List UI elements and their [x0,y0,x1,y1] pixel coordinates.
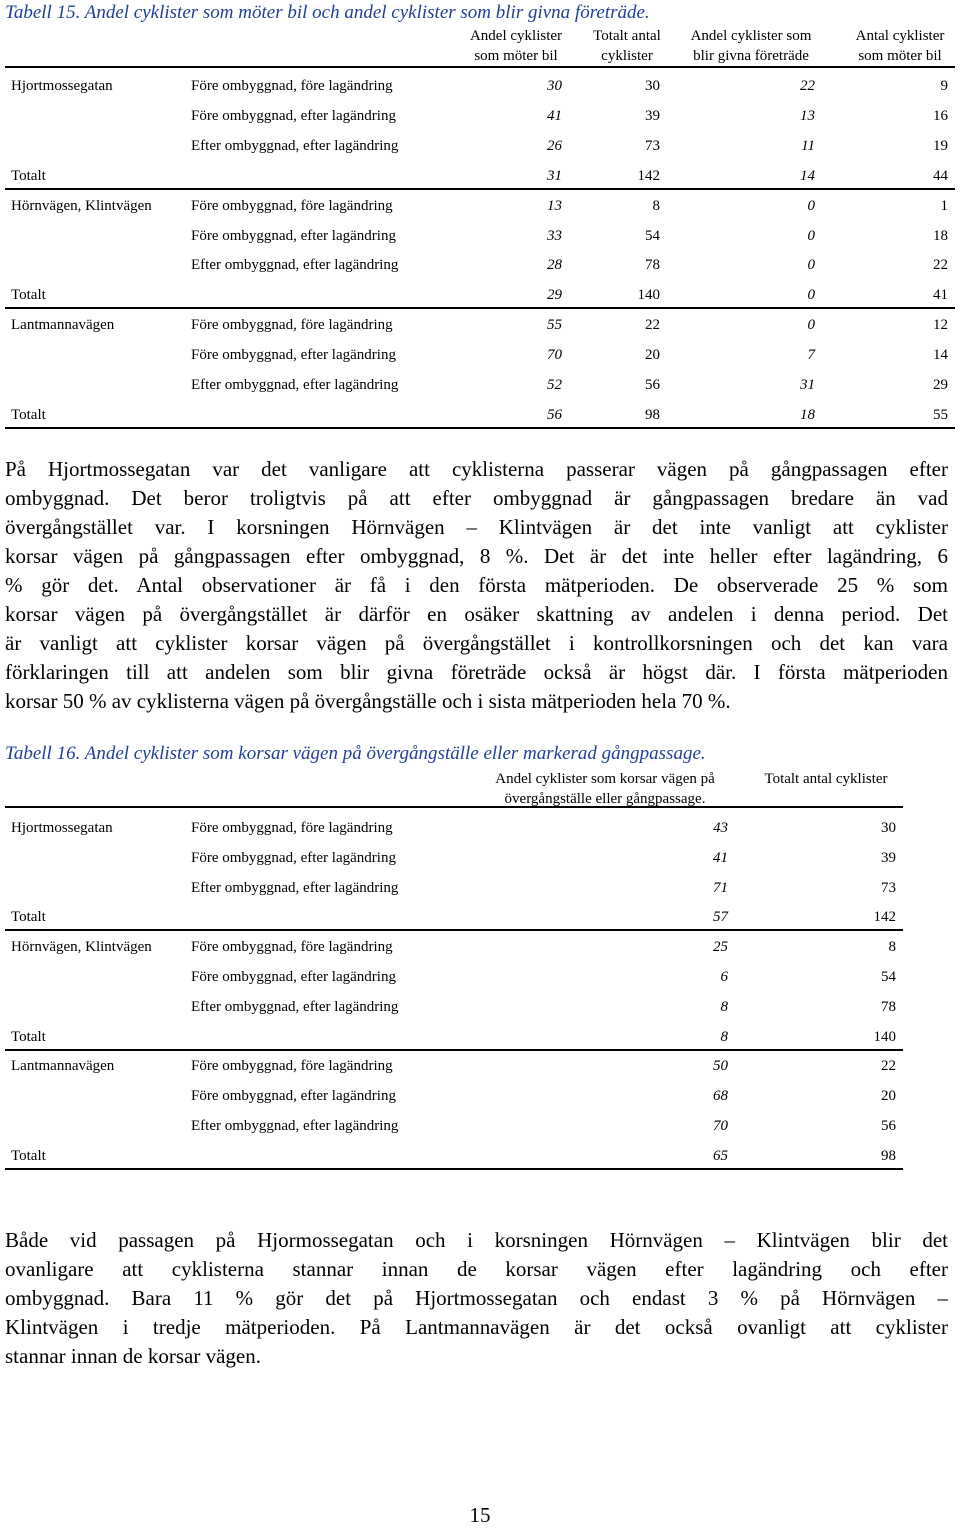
paragraph-line: ombyggnad. Bara 11 % gör det på Hjortmossegatan och endast 3 % på Hörnvägen – [5,1286,948,1310]
paragraph-line: övergångstället var. I korsningen Hörnvägen – Klintvägen är det inte vanligt att cyklister [5,515,948,539]
table16-total-rule [5,1168,903,1170]
table-cell-share-given-priority: 11 [801,138,815,154]
table-cell-count-meeting-car: 1 [940,198,948,214]
table-cell-share-meeting-car: 30 [547,78,562,94]
table-cell-total-cyclists: 78 [645,257,660,273]
table-cell-share-crossing: 57 [713,909,728,925]
table-cell-total-cyclists: 20 [645,347,660,363]
table-cell-share-given-priority: 31 [800,377,815,393]
table-row-location: Lantmannavägen [11,317,115,333]
table-row-location: Totalt [11,407,46,423]
table15-total-rule [5,307,955,309]
table-cell-share-given-priority: 0 [807,257,815,273]
table-cell-share-meeting-car: 13 [547,198,562,214]
table16-header-rule [5,806,903,808]
table15-total-rule [5,427,955,429]
table-cell-total-cyclists: 54 [645,228,660,244]
table-cell-share-crossing: 71 [713,880,728,896]
table-row-period: Efter ombyggnad, efter lagändring [191,880,399,896]
table15-header-total-cyclists: Totalt antal cyklister [593,28,661,64]
table-cell-share-given-priority: 0 [807,287,815,303]
paragraph-line: är vanligt att cyklister korsar vägen på övergångstället i kontrollkorsningen och det kan vara [5,631,948,655]
table-row-location: Hörnvägen, Klintvägen [11,198,152,214]
table-cell-share-meeting-car: 55 [547,317,562,333]
table15-header-rule [5,66,955,68]
paragraph-line: korsar vägen på övergångstället är därför en osäker skattning av andelen i denna period. Det [5,602,948,626]
paragraph-2 [5,1226,948,1371]
paragraph-line: stannar innan de korsar vägen. [5,1344,261,1368]
table-cell-count-meeting-car: 16 [933,108,948,124]
table-cell-total-cyclists: 39 [881,850,896,866]
table-cell-total-cyclists: 39 [645,108,660,124]
paragraph-line: korsar vägen på gångpassagen efter ombyggnad, 8 %. Det är det inte heller efter lagändring, 6 [5,544,948,568]
table-cell-total-cyclists: 54 [881,969,896,985]
table-cell-total-cyclists: 140 [873,1029,896,1045]
table-cell-total-cyclists: 20 [881,1088,896,1104]
paragraph-line: korsar 50 % av cyklisterna vägen på övergångställe och i sista mätperioden hela 70 %. [5,689,731,713]
table-row-period: Före ombyggnad, efter lagändring [191,108,396,124]
table-cell-share-given-priority: 7 [807,347,815,363]
table-cell-total-cyclists: 78 [881,999,896,1015]
table-row-period: Efter ombyggnad, efter lagändring [191,1118,399,1134]
table-cell-total-cyclists: 30 [645,78,660,94]
table-row-location: Hörnvägen, Klintvägen [11,939,152,955]
table-row-location: Totalt [11,287,46,303]
table-cell-share-given-priority: 14 [800,168,815,184]
table-cell-count-meeting-car: 9 [940,78,948,94]
table-cell-share-crossing: 43 [713,820,728,836]
table-cell-count-meeting-car: 19 [933,138,948,154]
table-cell-total-cyclists: 73 [881,880,896,896]
table-row-location: Totalt [11,909,46,925]
table-cell-total-cyclists: 142 [873,909,896,925]
table-cell-share-crossing: 50 [713,1058,728,1074]
table-cell-share-given-priority: 0 [807,228,815,244]
table-cell-share-given-priority: 0 [807,198,815,214]
table15-header-share-given-priority: Andel cyklister som blir givna företräde [690,28,812,64]
table-cell-share-meeting-car: 70 [547,347,562,363]
table-cell-count-meeting-car: 55 [933,407,948,423]
table-cell-count-meeting-car: 22 [933,257,948,273]
table-cell-total-cyclists: 22 [881,1058,896,1074]
table-cell-share-given-priority: 18 [800,407,815,423]
table-cell-count-meeting-car: 44 [933,168,948,184]
table-cell-share-meeting-car: 29 [547,287,562,303]
table-cell-share-meeting-car: 56 [547,407,562,423]
table-cell-total-cyclists: 56 [881,1118,896,1134]
table-cell-count-meeting-car: 18 [933,228,948,244]
table15-total-rule [5,188,955,190]
table-row-period: Efter ombyggnad, efter lagändring [191,257,399,273]
table-cell-total-cyclists: 98 [645,407,660,423]
table-row-period: Före ombyggnad, före lagändring [191,939,393,955]
table-cell-share-crossing: 70 [713,1118,728,1134]
table-cell-total-cyclists: 140 [637,287,660,303]
table-row-period: Efter ombyggnad, efter lagändring [191,377,399,393]
table-cell-total-cyclists: 56 [645,377,660,393]
table-cell-share-meeting-car: 52 [547,377,562,393]
table-cell-share-given-priority: 13 [800,108,815,124]
paragraph-line: förklaringen till att andelen som blir givna företräde också är högst där. I första mätperioden [5,660,948,684]
paragraph-line: Klintvägen i tredje mätperioden. På Lantmannavägen är det också ovanligt att cyklister [5,1315,948,1339]
table-row-period: Före ombyggnad, efter lagändring [191,228,396,244]
table-row-period: Före ombyggnad, före lagändring [191,820,393,836]
paragraph-line: ovanligare att cyklisterna stannar innan de korsar vägen efter lagändring och efter [5,1257,948,1281]
table15-header-share-meeting-car: Andel cyklister som möter bil [469,28,563,64]
table-cell-share-crossing: 8 [720,1029,728,1045]
table-cell-share-meeting-car: 28 [547,257,562,273]
table-row-period: Före ombyggnad, efter lagändring [191,1088,396,1104]
paragraph-line: ombyggnad. Det beror troligtvis på att efter ombyggnad är gångpassagen bredare än vad [5,486,948,510]
table-cell-share-crossing: 25 [713,939,728,955]
table-row-location: Lantmannavägen [11,1058,115,1074]
table16-header-share-crossing: Andel cyklister som korsar vägen på övergångställe eller gångpassage. [495,771,715,807]
table15-header-count-meeting-car: Antal cyklister som möter bil [855,28,945,64]
table-cell-total-cyclists: 22 [645,317,660,333]
table-row-location: Hjortmossegatan [11,820,113,836]
page-number: 15 [469,1503,491,1527]
table-cell-count-meeting-car: 41 [933,287,948,303]
table-cell-total-cyclists: 73 [645,138,660,154]
table-cell-share-meeting-car: 26 [547,138,562,154]
paragraph-line: Både vid passagen på Hjormossegatan och i korsningen Hörnvägen – Klintvägen blir det [5,1228,948,1252]
paragraph-1 [5,455,948,716]
table-cell-share-meeting-car: 31 [547,168,562,184]
table16-header-total-cyclists: Totalt antal cyklister [764,771,888,787]
table-row-location: Hjortmossegatan [11,78,113,94]
table-cell-total-cyclists: 8 [652,198,660,214]
table-row-location: Totalt [11,1029,46,1045]
table-row-period: Före ombyggnad, efter lagändring [191,347,396,363]
table-cell-count-meeting-car: 29 [933,377,948,393]
table16-caption: Tabell 16. Andel cyklister som korsar vägen på övergångställe eller markerad gångpassage. [5,743,706,764]
table-row-location: Totalt [11,1148,46,1164]
table-cell-total-cyclists: 98 [881,1148,896,1164]
table16-total-rule [5,929,903,931]
paragraph-line: På Hjortmossegatan var det vanligare att cyklisterna passerar vägen på gångpassagen efter [5,457,948,481]
table-cell-total-cyclists: 30 [881,820,896,836]
table-cell-total-cyclists: 8 [888,939,896,955]
table-row-period: Före ombyggnad, efter lagändring [191,850,396,866]
table-cell-count-meeting-car: 12 [933,317,948,333]
table-row-period: Efter ombyggnad, efter lagändring [191,999,399,1015]
table-row-period: Före ombyggnad, före lagändring [191,1058,393,1074]
table-row-period: Före ombyggnad, före lagändring [191,78,393,94]
table15-caption: Tabell 15. Andel cyklister som möter bil och andel cyklister som blir givna företräde. [5,2,650,23]
table-cell-share-crossing: 41 [713,850,728,866]
table-row-period: Före ombyggnad, före lagändring [191,317,393,333]
table-cell-total-cyclists: 142 [637,168,660,184]
table-cell-share-crossing: 65 [713,1148,728,1164]
table-cell-share-meeting-car: 33 [547,228,562,244]
table-row-location: Totalt [11,168,46,184]
table-cell-share-crossing: 68 [713,1088,728,1104]
table-cell-share-given-priority: 0 [807,317,815,333]
paragraph-line: % gör det. Antal observationer är få i den första mätperioden. De observerade 25 % som [5,573,948,597]
table-row-period: Efter ombyggnad, efter lagändring [191,138,399,154]
table-cell-share-crossing: 6 [720,969,728,985]
table16-total-rule [5,1049,903,1051]
table-cell-share-crossing: 8 [720,999,728,1015]
table-row-period: Före ombyggnad, före lagändring [191,198,393,214]
table-cell-share-meeting-car: 41 [547,108,562,124]
table-row-period: Före ombyggnad, efter lagändring [191,969,396,985]
table-cell-share-given-priority: 22 [800,78,815,94]
table-cell-count-meeting-car: 14 [933,347,948,363]
